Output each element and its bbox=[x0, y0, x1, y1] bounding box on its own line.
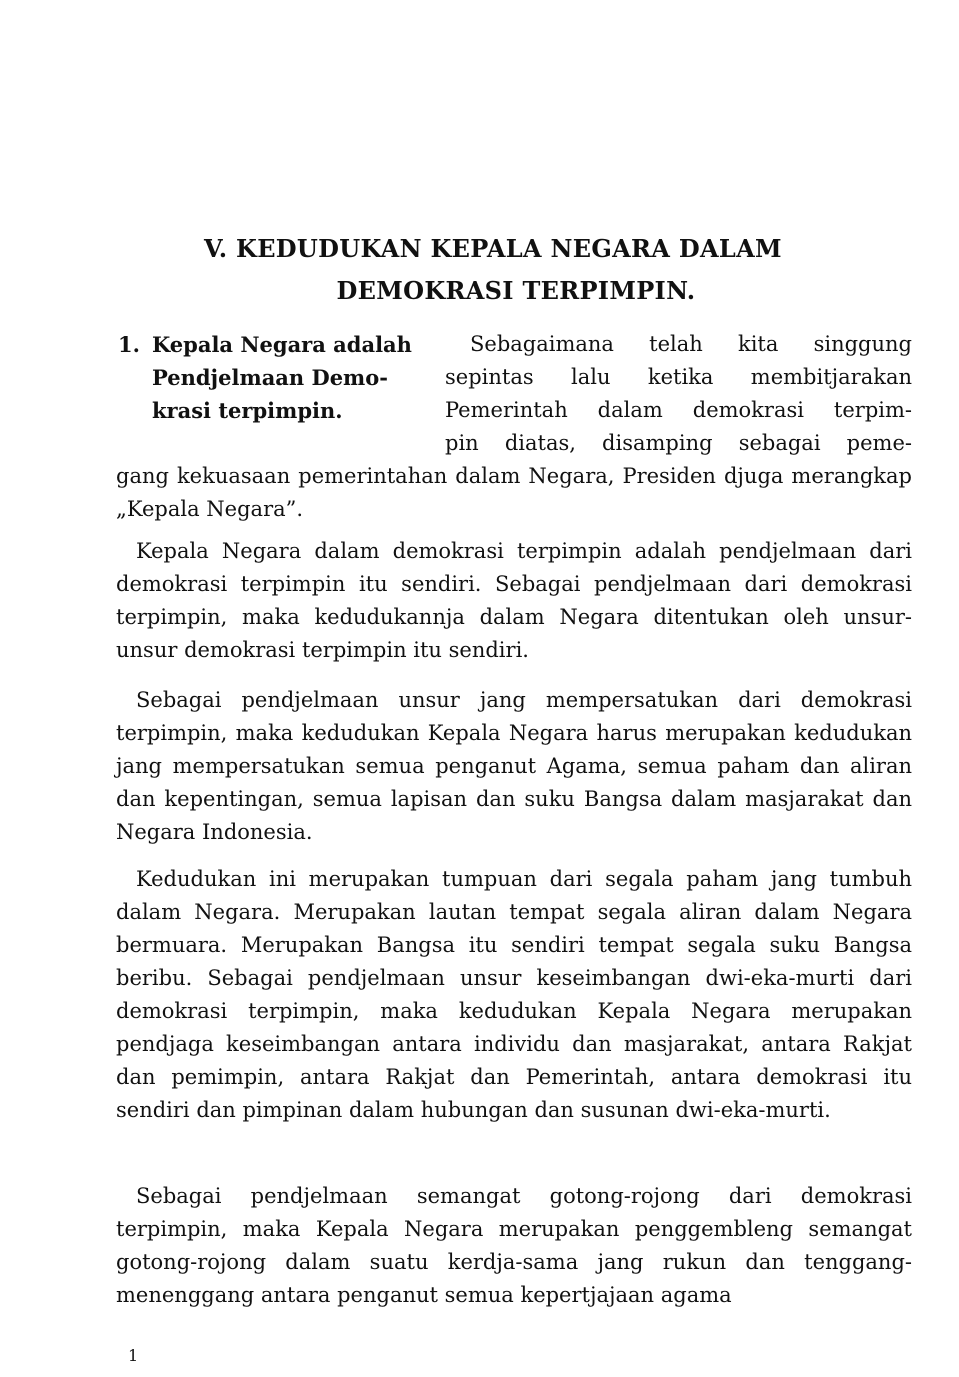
paragraph-1-continuation: gang kekuasaan pemerintahan dalam Negara, Presiden djuga merangkap „Kepala Negara”. bbox=[116, 464, 912, 521]
paragraph-1-line-4: pin diatas, disamping sebagai peme- bbox=[445, 431, 912, 455]
paragraph-5: Sebagai pendjelmaan semangat gotong-rojong dari demokrasi terpimpin, maka Kepala Negara merupakan penggembleng semangat gotong-rojong dalam suatu kerdja-sama jang rukun dan tenggang-menenggang antara penganut semua kepertjajaan agama bbox=[116, 1184, 912, 1307]
paragraph-4: Kedudukan ini merupakan tumpuan dari segala paham jang tumbuh dalam Negara. Merupakan lautan tempat segala aliran dalam Negara bermuara. Merupakan Bangsa itu sendiri tempat segala suku Bangsa beribu. Sebagai pendjelmaan unsur keseimbangan dwi-eka-murti dari demokrasi terpimpin, maka kedudukan Kepala Negara merupakan pendjaga keseimbangan antara individu dan masjarakat, antara Rakjat dan pemimpin, antara Rakjat dan Pemerintah, antara demokrasi itu sendiri dan pimpinan dalam hubungan dan susunan dwi-eka-murti. bbox=[116, 867, 912, 1122]
page-footer-mark: 1 bbox=[128, 1346, 139, 1365]
paragraph-1-line-2: sepintas lalu ketika membitjarakan bbox=[445, 365, 912, 389]
paragraph-1-line-3: Pemerintah dalam demokrasi terpim- bbox=[445, 398, 912, 422]
paragraph-1-line-1: Sebagaimana telah kita singgung bbox=[470, 332, 912, 356]
paragraph-3: Sebagai pendjelmaan unsur jang mempersatukan dari demokrasi terpimpin, maka kedudukan Kepala Negara harus merupakan kedudukan jang mempersatukan semua penganut Agama, semua paham dan aliran dan kepentingan, semua lapisan dan suku Bangsa dalam masjarakat dan Negara Indonesia. bbox=[116, 688, 912, 844]
chapter-heading-line-2: DEMOKRASI TERPIMPIN. bbox=[336, 276, 696, 305]
section-sidenote-text: Kepala Negara adalah Pendjelmaan Demo-krasi terpimpin. bbox=[152, 332, 412, 423]
chapter-heading-line-1: V. KEDUDUKAN KEPALA NEGARA DALAM bbox=[204, 234, 782, 263]
section-number: 1. bbox=[118, 332, 140, 357]
paragraph-2: Kepala Negara dalam demokrasi terpimpin adalah pendjelmaan dari demokrasi terpimpin itu sendiri. Sebagai pendjelmaan dari demokrasi terpimpin, maka kedudukannja dalam Negara ditentukan oleh unsur-unsur demokrasi terpimpin itu sendiri. bbox=[116, 539, 912, 662]
